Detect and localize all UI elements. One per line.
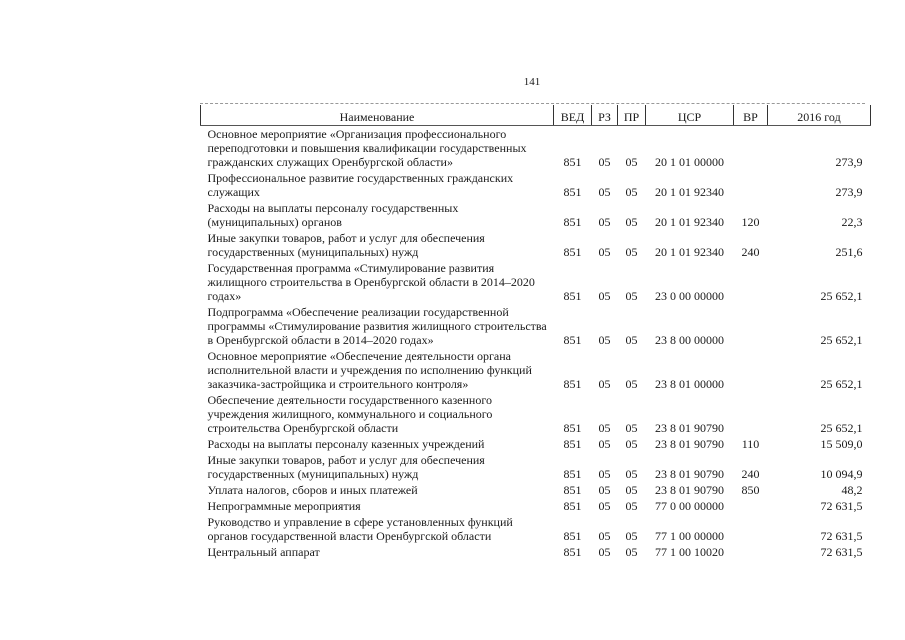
cell-name: Расходы на выплаты персоналу казенных учреждений (207, 437, 485, 451)
cell-csr: 77 0 00 00000 (655, 499, 724, 513)
cell-pr: 05 (625, 289, 638, 303)
table-row (201, 170, 871, 200)
cell-amount: 25 652,1 (820, 421, 863, 435)
cell-ved: 851 (563, 215, 582, 229)
table-row (201, 482, 871, 498)
cell-amount: 15 509,0 (820, 437, 863, 451)
cell-rz: 05 (598, 289, 611, 303)
cell-amount: 72 631,5 (820, 545, 863, 559)
cell-amount: 72 631,5 (820, 529, 863, 543)
cell-amount: 273,9 (835, 155, 863, 169)
cell-rz: 05 (598, 467, 611, 481)
cell-ved: 851 (563, 421, 582, 435)
cell-ved: 851 (563, 377, 582, 391)
cell-ved: 851 (563, 499, 582, 513)
cell-vr (734, 498, 768, 514)
table-row (201, 392, 871, 436)
cell-csr: 20 1 01 92340 (655, 245, 724, 259)
cell-rz: 05 (598, 215, 611, 229)
cell-name: Подпрограмма «Обеспечение реализации государственной программы «Стимулирование развития жилищного строительства в Оренбургской области в 2014–2020 годах» (207, 305, 547, 347)
cell-name: Непрограммные мероприятия (207, 499, 361, 513)
cell-ved: 851 (563, 185, 582, 199)
cell-pr: 05 (625, 245, 638, 259)
cell-csr: 23 8 01 90790 (655, 483, 724, 497)
cell-amount: 72 631,5 (820, 499, 863, 513)
cell-ved: 851 (563, 155, 582, 169)
header-name: Наименование (201, 105, 554, 126)
cell-name: Расходы на выплаты персоналу государственных (муниципальных) органов (207, 201, 459, 229)
cell-rz: 05 (598, 245, 611, 259)
table-row (201, 544, 871, 560)
cell-pr: 05 (625, 155, 638, 169)
cell-pr: 05 (625, 467, 638, 481)
cell-rz: 05 (598, 545, 611, 559)
cell-vr (734, 514, 768, 544)
cell-csr: 23 8 01 90790 (655, 421, 724, 435)
cell-vr (734, 348, 768, 392)
cell-name: Иные закупки товаров, работ и услуг для обеспечения государственных (муниципальных) нужд (207, 453, 485, 481)
cell-name: Государственная программа «Стимулирование развития жилищного строительства в Оренбургской области в 2014–2020 годах» (207, 261, 535, 303)
cell-vr: 240 (741, 245, 760, 259)
cell-pr: 05 (625, 215, 638, 229)
cell-csr: 23 8 01 90790 (655, 467, 724, 481)
cell-name: Основное мероприятие «Организация профессионального переподготовки и повышения квалификации государственных гражданских служащих Оренбургской области» (207, 127, 527, 169)
cell-amount: 25 652,1 (820, 289, 863, 303)
cell-ved: 851 (563, 529, 582, 543)
cell-rz: 05 (598, 185, 611, 199)
table-row (201, 260, 871, 304)
cell-ved: 851 (563, 437, 582, 451)
cell-rz: 05 (598, 529, 611, 543)
cell-pr: 05 (625, 545, 638, 559)
cell-name: Уплата налогов, сборов и иных платежей (207, 483, 418, 497)
cell-vr (734, 126, 768, 171)
cell-csr: 20 1 01 92340 (655, 185, 724, 199)
table-row (201, 452, 871, 482)
cell-name: Профессиональное развитие государственных гражданских служащих (207, 171, 514, 199)
cell-pr: 05 (625, 437, 638, 451)
table-row (201, 200, 871, 230)
cell-vr (734, 260, 768, 304)
cell-ved: 851 (563, 483, 582, 497)
cell-amount: 22,3 (841, 215, 863, 229)
budget-table-container (200, 105, 870, 560)
cell-vr: 850 (741, 483, 760, 497)
header-vr: ВР (734, 105, 768, 126)
cell-ved: 851 (563, 289, 582, 303)
cell-ved: 851 (563, 245, 582, 259)
cell-name: Руководство и управление в сфере установленных функций органов государственной власти Оренбургской области (207, 515, 513, 543)
cell-amount: 273,9 (835, 185, 863, 199)
cell-vr: 110 (741, 437, 760, 451)
header-rz: РЗ (592, 105, 618, 126)
cell-rz: 05 (598, 333, 611, 347)
cell-vr (734, 544, 768, 560)
cell-pr: 05 (625, 421, 638, 435)
cell-pr: 05 (625, 185, 638, 199)
cell-csr: 23 8 00 00000 (655, 333, 724, 347)
cell-csr: 77 1 00 00000 (655, 529, 724, 543)
cell-ved: 851 (563, 333, 582, 347)
table-row (201, 348, 871, 392)
cell-pr: 05 (625, 499, 638, 513)
cell-name: Обеспечение деятельности государственного казенного учреждения жилищного, коммунального и социального строительства Оренбургской области (207, 393, 493, 435)
cell-csr: 20 1 01 00000 (655, 155, 724, 169)
cell-csr: 23 0 00 00000 (655, 289, 724, 303)
cell-vr: 240 (741, 467, 760, 481)
budget-table (200, 105, 871, 560)
cell-csr: 23 8 01 00000 (655, 377, 724, 391)
cell-vr (734, 170, 768, 200)
table-body (201, 126, 871, 561)
cell-ved: 851 (563, 467, 582, 481)
header-csr: ЦСР (646, 105, 734, 126)
cell-name: Иные закупки товаров, работ и услуг для обеспечения государственных (муниципальных) нужд (207, 231, 485, 259)
table-row (201, 514, 871, 544)
cell-pr: 05 (625, 529, 638, 543)
cell-amount: 251,6 (835, 245, 863, 259)
table-header-row (201, 105, 871, 126)
cell-rz: 05 (598, 155, 611, 169)
cell-ved: 851 (563, 545, 582, 559)
header-ved: ВЕД (554, 105, 592, 126)
cell-pr: 05 (625, 377, 638, 391)
header-pr: ПР (618, 105, 646, 126)
cell-name: Основное мероприятие «Обеспечение деятельности органа исполнительной власти и учреждения по исполнению функций заказчика-застройщика и строительного контроля» (207, 349, 532, 391)
cell-csr: 23 8 01 90790 (655, 437, 724, 451)
cell-rz: 05 (598, 437, 611, 451)
table-row (201, 126, 871, 171)
cell-pr: 05 (625, 333, 638, 347)
cell-pr: 05 (625, 483, 638, 497)
cell-vr (734, 392, 768, 436)
cell-rz: 05 (598, 377, 611, 391)
header-year: 2016 год (768, 105, 871, 126)
cell-amount: 25 652,1 (820, 333, 863, 347)
cell-vr: 120 (741, 215, 760, 229)
cell-amount: 10 094,9 (820, 467, 863, 481)
cell-rz: 05 (598, 499, 611, 513)
table-row (201, 498, 871, 514)
table-row (201, 436, 871, 452)
cell-vr (734, 304, 768, 348)
cell-csr: 20 1 01 92340 (655, 215, 724, 229)
cell-csr: 77 1 00 10020 (655, 545, 724, 559)
cell-name: Центральный аппарат (207, 545, 320, 559)
cell-amount: 25 652,1 (820, 377, 863, 391)
table-row (201, 304, 871, 348)
cell-rz: 05 (598, 421, 611, 435)
cell-amount: 48,2 (841, 483, 863, 497)
table-row (201, 230, 871, 260)
page-number: 141 (523, 76, 541, 88)
cell-rz: 05 (598, 483, 611, 497)
